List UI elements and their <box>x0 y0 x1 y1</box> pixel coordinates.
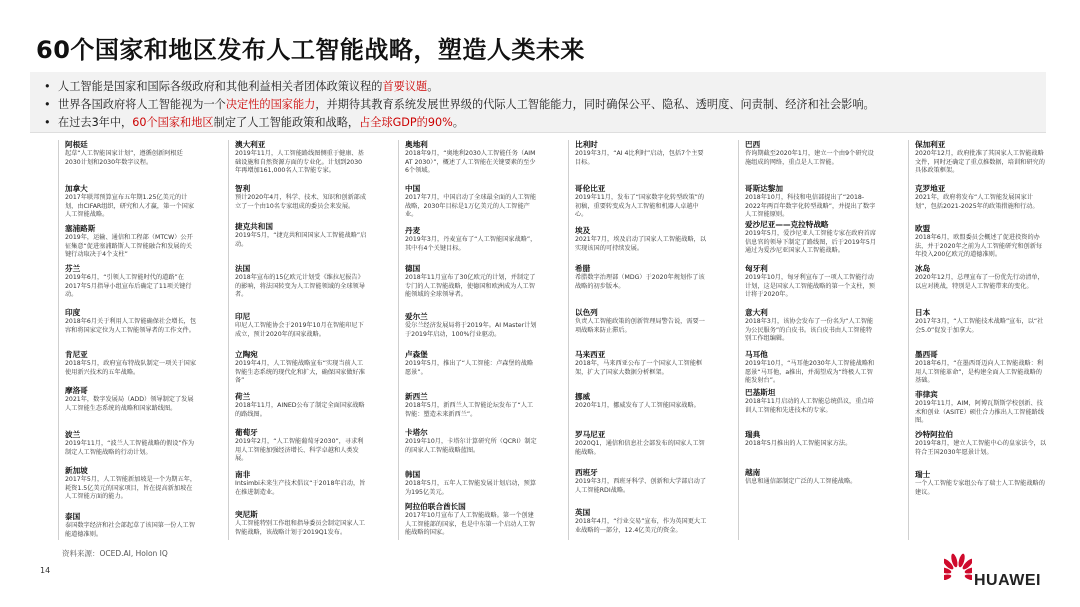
country-name: 墨西哥 <box>915 350 938 359</box>
country-entry <box>575 140 707 167</box>
country-column <box>398 140 539 540</box>
country-name: 欧盟 <box>915 224 931 233</box>
country-strategy-text: 2021年，数字发展局（ADD）领导制定了发展人工智能生态系统的战略和国家路线图。 <box>65 396 194 412</box>
country-name: 沙特阿拉伯 <box>915 430 953 439</box>
bullet-highlight: 60个国家和地区 <box>132 116 214 129</box>
country-strategy-text: 预计2020年4月，科学、技术、知识和创新部成立了一个由10名专家组成的委员会来发展。 <box>235 194 367 210</box>
country-strategy-text: 2019年11月，人工智能路线图侧重于健康、基础设施和自然资源方面的专业化。计划到2030年再增加161,000名人工智能专家。 <box>235 150 364 175</box>
country-name: 保加利亚 <box>915 140 946 149</box>
bullet-highlight: 首要议题 <box>382 80 428 93</box>
country-strategy-text: 爱尔兰经济发展局将于2019年。AI Master计划于2019年启动，100%行业驱动。 <box>405 322 537 338</box>
country-name: 比利时 <box>575 140 598 149</box>
country-entry <box>235 312 367 339</box>
country-entry <box>745 430 877 449</box>
country-entry <box>405 350 537 377</box>
country-entry <box>65 466 197 502</box>
country-name: 爱尔兰 <box>405 312 428 321</box>
country-entry <box>405 312 537 339</box>
country-name: 卢森堡 <box>405 350 428 359</box>
country-entry <box>235 140 367 176</box>
country-strategy-text: 2018年11月，AINED公布了制定全面国家战略的路线图。 <box>235 402 365 418</box>
country-strategy-text: 一个人工智能专家组公布了瑞士人工智能战略的建议。 <box>915 480 1045 496</box>
country-strategy-text: 2017年3月，“人工智能技术战略”宣布，以“社会5.0”促发于加拿大。 <box>915 318 1044 334</box>
country-entry <box>65 512 197 539</box>
country-entry <box>915 470 1047 497</box>
country-name: 爱沙尼亚——克拉特战略 <box>745 220 829 229</box>
country-name: 德国 <box>405 264 421 273</box>
country-entry <box>575 308 707 335</box>
country-entry <box>405 392 537 419</box>
country-strategy-text: 2021年，政府将发布“人工智能发展国家计划”，包括2021-2025年的政策措施和行动。 <box>915 194 1039 210</box>
country-name: 阿根廷 <box>65 140 88 149</box>
country-name: 肯尼亚 <box>65 350 88 359</box>
country-entry <box>575 430 707 457</box>
country-strategy-text: 2018年4月，“行业交易”宣布，作为英国更大工业战略的一部分，12.4亿美元的资金。 <box>575 518 707 534</box>
country-name: 埃及 <box>575 226 591 235</box>
country-strategy-text: 2017年7月，中国启动了全球最全面的人工智能战略，2030年目标是1万亿美元的人工智能产业。 <box>405 194 537 219</box>
country-column <box>738 140 879 540</box>
country-entry <box>915 184 1047 211</box>
country-entry <box>575 350 707 377</box>
country-column <box>58 140 199 540</box>
country-strategy-text: 2019年6月，“引领人工智能时代的道路”在2017年5月指导小组宣布后确定了11项关键行动。 <box>65 274 192 299</box>
country-entry <box>745 220 877 256</box>
country-strategy-text: 人工智能特别工作组和指导委员会制定国家人工智能战略，该战略计划于2019Q1发布。 <box>235 520 365 536</box>
country-column <box>568 140 709 540</box>
country-strategy-text: 2019年2月，“人工智能葡萄牙2030”，寻求利用人工智能加强经济增长、科学卓越和人类发展。 <box>235 438 364 463</box>
country-entry <box>405 502 537 538</box>
country-entry <box>915 264 1047 291</box>
country-strategy-text: 2019年11月，发布了“国家数字化转型政策”的初稿，重要转变成为人工智能和机器人卓越中心。 <box>575 194 705 219</box>
country-strategy-text: 2019年5月，推出了“人工智能：卢森堡的战略愿景”。 <box>405 360 534 376</box>
country-name: 印尼 <box>235 312 251 321</box>
logo-petal <box>964 573 972 580</box>
country-strategy-text: 2019年5月，爱沙尼亚人工智能专家在政府首席信息官的领导下制定了路线图，后于2019年5月通过为爱沙尼亚国家人工智能战略。 <box>745 230 877 255</box>
country-name: 越南 <box>745 468 761 477</box>
country-entry <box>915 390 1047 426</box>
country-name: 芬兰 <box>65 264 81 273</box>
country-entry <box>915 430 1047 457</box>
country-strategy-text: 2020Q1，通信和信息社会部发布的国家人工智能战略。 <box>575 440 705 456</box>
country-name: 哥伦比亚 <box>575 184 606 193</box>
country-strategy-text: 2019年5月，“捷克共和国国家人工智能战略”启动。 <box>235 232 367 248</box>
country-entry <box>235 428 367 464</box>
country-name: 葡萄牙 <box>235 428 258 437</box>
country-strategy-text: 2019年，运输、通信和工程部（MTCW）公开征集意“促进塞浦路斯人工智能融合和发展的关键行动取决于4个支柱” <box>65 234 193 259</box>
country-column <box>228 140 369 540</box>
country-column <box>908 140 1049 540</box>
country-name: 波兰 <box>65 430 81 439</box>
country-strategy-text: 2019年3月，“AI 4比利时”启动，包括7个主要目标。 <box>575 150 704 166</box>
country-entry <box>65 264 197 300</box>
country-name: 新西兰 <box>405 392 428 401</box>
country-strategy-text: 2019年11月，AIM，阿博瓦斯斯学校创新、技术和创业（ASITE）硕仕合力推出人工智能路线图。 <box>915 400 1045 425</box>
country-entry <box>745 388 877 415</box>
country-name: 智利 <box>235 184 251 193</box>
country-name: 突尼斯 <box>235 510 258 519</box>
country-name: 巴基斯坦 <box>745 388 776 397</box>
country-name: 法国 <box>235 264 251 273</box>
bullet-highlight: 占全球GDP的90% <box>359 116 453 129</box>
bullet-text: 世界各国政府将人工智能视为一个 <box>58 98 226 111</box>
country-entry <box>745 140 877 167</box>
country-name: 克罗地亚 <box>915 184 946 193</box>
country-entry <box>405 428 537 455</box>
country-strategy-text: 2018年5月，政府宣布特战队制定一项关于国家使用新兴技术的五年战略。 <box>65 360 197 376</box>
country-strategy-text: 2019年10月，匈牙利宣布了一项人工智能行动计划，这是国家人工智能战略的第一个支柱，预计将于2020年。 <box>745 274 875 299</box>
country-entry <box>65 308 197 335</box>
country-strategy-text: 2018年9月，“奥地利2030人工智能任务（AIM AT 2030）”，概述了人工智能在关键要素的至少6个领域。 <box>405 150 536 175</box>
country-name: 卡塔尔 <box>405 428 428 437</box>
country-strategy-text: 2018年10月，科技和电信部提出了“2018-2022年两百年数字化转型战略”，并提出了数字人工智能原则。 <box>745 194 876 219</box>
country-name: 菲律宾 <box>915 390 938 399</box>
bullet-text: 。 <box>427 80 439 93</box>
country-name: 挪威 <box>575 392 591 401</box>
country-name: 瑞士 <box>915 470 931 479</box>
country-entry <box>235 264 367 300</box>
country-entry <box>235 222 367 249</box>
country-strategy-text: 咨询期截至2020年1月，建立一个由9个研究设施组成的网络，重点是人工智能。 <box>745 150 874 166</box>
country-name: 日本 <box>915 308 931 317</box>
country-name: 罗马尼亚 <box>575 430 606 439</box>
bullet-dot: • <box>44 80 51 93</box>
bullet-text: 。 <box>452 116 464 129</box>
bullet-highlight: 决定性的国家能力 <box>225 98 316 111</box>
country-name: 马来西亚 <box>575 350 606 359</box>
bullet-3 <box>44 114 464 130</box>
country-strategy-text: 2018年6月，欧盟委员会概述了促进投资的办法，并于2020年之前为人工智能研究和创新每年投入200亿欧元的道德准则。 <box>915 234 1043 259</box>
country-entry <box>235 184 367 211</box>
country-strategy-text: 2018年5月推出的人工智能国家方法。 <box>745 440 852 447</box>
country-strategy-text: 泰国数字经济和社会部起草了该国第一份人工智能道德准则。 <box>65 522 195 538</box>
country-strategy-text: 2019年3月，西班牙科学、创新和大学部启动了人工智能RDI战略。 <box>575 478 707 494</box>
country-strategy-text: 2019年10月，卡塔尔计算研究所（QCRI）制定的国家人工智能战略蓝图。 <box>405 438 537 454</box>
country-name: 希腊 <box>575 264 591 273</box>
country-strategy-text: 2019年4月，人工智能战略宣布“实现当前人工智能生态系统的现代化和扩大，确保国家做好准备” <box>235 360 365 385</box>
bullet-dot: • <box>44 98 51 111</box>
country-strategy-text: 2018年，马来西亚公布了一个国家人工智能框架，扩大了国家大数据分析框架。 <box>575 360 703 376</box>
country-strategy-text: 2018年5月，新西兰人工智能论坛发布了“人工智能：塑造未来新西兰”。 <box>405 402 534 418</box>
country-name: 哥斯达黎加 <box>745 184 783 193</box>
country-strategy-text: 2019年11月，“波兰人工智能战略的假设”作为制定人工智能战略的行动计划。 <box>65 440 195 456</box>
country-entry <box>405 184 537 220</box>
country-name: 摩洛哥 <box>65 386 88 395</box>
country-strategy-grid <box>58 140 1048 540</box>
logo-text: HUAWEI <box>974 572 1041 589</box>
country-strategy-text: 2019年10月，“马耳他2030年人工智能战略和愿景“马耳他，a推出，并渴望成为“终极人工智能发射台”。 <box>745 360 875 385</box>
country-name: 冰岛 <box>915 264 931 273</box>
country-entry <box>405 470 537 497</box>
country-strategy-text: Intsimbi未来生产技术倡议“于2018年启动，旨在推进制造业。 <box>235 480 366 496</box>
country-entry <box>915 224 1047 260</box>
country-name: 捷克共和国 <box>235 222 273 231</box>
country-entry <box>745 468 877 487</box>
country-entry <box>575 264 707 291</box>
country-entry <box>405 140 537 176</box>
country-strategy-text: 2018年11月宣布了30亿欧元的计划，并制定了专门的人工智能战略，使德国和欧洲成为人工智能领域的全球领导者。 <box>405 274 536 299</box>
country-name: 意大利 <box>745 308 768 317</box>
country-entry <box>915 350 1047 386</box>
country-strategy-text: 2020年12月，政府批准了其国家人工智能战略文件，同时还确定了重点推数据，培训和研究的具体政策框架。 <box>915 150 1045 175</box>
country-entry <box>575 392 707 411</box>
country-entry <box>915 140 1047 176</box>
country-strategy-text: 信息和通信部制定广泛的人工智能战略。 <box>745 478 857 485</box>
country-name: 荷兰 <box>235 392 251 401</box>
page-title: 60个国家和地区发布人工智能战略，塑造人类未来 <box>36 36 585 64</box>
country-strategy-text: 2019年3月，丹麦宣布了“人工智能国家战略”，其中有4个关键目标。 <box>405 236 537 252</box>
huawei-logo <box>944 552 1054 592</box>
country-entry <box>745 184 877 220</box>
country-entry <box>65 224 197 260</box>
country-entry <box>235 392 367 419</box>
country-entry <box>575 508 707 535</box>
country-strategy-text: 印尼人工智能协会于2019年10月在智能印尼下成立，预计2020年的国家战略。 <box>235 322 364 338</box>
logo-petal <box>944 573 952 580</box>
country-strategy-text: 2018年宣布的15亿欧元计划受《维拉尼报告》的影响，将法国转变为人工智能领域的全球领导者。 <box>235 274 365 299</box>
country-name: 韩国 <box>405 470 421 479</box>
country-entry <box>575 468 707 495</box>
country-entry <box>745 350 877 386</box>
country-strategy-text: 2020年1月，挪威发布了人工智能国家战略。 <box>575 402 700 409</box>
country-name: 中国 <box>405 184 421 193</box>
country-strategy-text: 2019年8月，建立人工智能中心的皇家法令，以符合王国2030年愿景计划。 <box>915 440 1047 456</box>
bullet-1 <box>44 78 438 94</box>
summary-bullets <box>30 72 1046 133</box>
country-name: 巴西 <box>745 140 761 149</box>
country-name: 泰国 <box>65 512 81 521</box>
country-strategy-text: 2018年11月启动的人工智能总统倡议，重点培训人工智能和先进技术的专家。 <box>745 398 874 414</box>
country-strategy-text: 2017年联邦预算宣布五年期1.25亿美元的计划，由CIFAR组织，研究和人才赢，第一个国家人工智能战略。 <box>65 194 195 219</box>
country-name: 瑞典 <box>745 430 761 439</box>
country-name: 西班牙 <box>575 468 598 477</box>
country-name: 南非 <box>235 470 251 479</box>
country-name: 英国 <box>575 508 591 517</box>
country-strategy-text: 2020年12月，总理宣布了一份优先行动清单，以应对挑战，特别是人工智能带来的变化。 <box>915 274 1044 290</box>
country-name: 丹麦 <box>405 226 421 235</box>
country-entry <box>405 264 537 300</box>
country-entry <box>915 308 1047 335</box>
country-strategy-text: 2018年6月，“在墨西哥迈向人工智能战略：利用人工智能革命”，是构建全面人工智能战略的基础。 <box>915 360 1044 385</box>
page-number: 14 <box>40 566 51 575</box>
country-strategy-text: 2018年3月，该协会发布了一份名为“人工智能为公民服务”的白皮书。该白皮书由人工智能特别工作组编辑。 <box>745 318 874 343</box>
country-name: 奥地利 <box>405 140 428 149</box>
bullet-2 <box>44 96 875 112</box>
country-strategy-text: 起草“人工智能国家计划”，遵循创新阿根廷2030计划和2030年数字议程。 <box>65 150 183 166</box>
source-note: 资料来源：OCED.AI, Holon IQ <box>62 549 168 558</box>
country-entry <box>745 308 877 344</box>
country-entry <box>65 140 197 167</box>
country-entry <box>745 264 877 300</box>
country-strategy-text: 2017年10月宣布了人工智能战略。第一个创建人工智能部的国家，也是中东第一个启动人工智能战略的国家。 <box>405 512 535 537</box>
country-strategy-text: 希腊数字治理部（MDG）于2020年规划作了该战略的初步版本。 <box>575 274 705 290</box>
country-entry <box>575 184 707 220</box>
bullet-dot: • <box>44 116 51 129</box>
country-strategy-text: 2018年5月，五年人工智能发展计划启动，预算为195亿美元。 <box>405 480 537 496</box>
bullet-text: 人工智能是国家和国际各级政府和其他利益相关者团体政策议程的 <box>58 80 383 93</box>
country-name: 以色列 <box>575 308 598 317</box>
country-name: 塞浦路斯 <box>65 224 96 233</box>
country-entry <box>235 470 367 497</box>
country-entry <box>575 226 707 253</box>
country-name: 立陶宛 <box>235 350 258 359</box>
country-strategy-text: 2021年7月，埃及启动了国家人工智能战略，以实现该国的可持续发展。 <box>575 236 707 252</box>
country-strategy-text: 负责人工智能政策的创新管理局警告说，需要一项战略来防止滞后。 <box>575 318 705 334</box>
country-entry <box>65 430 197 457</box>
country-strategy-text: 2017年5月，人工智能新加坡是一个为期五年，耗资1.5亿美元的国家项目，旨在提高新加坡在人工智能方面的能力。 <box>65 476 197 501</box>
country-name: 印度 <box>65 308 81 317</box>
country-name: 澳大利亚 <box>235 140 266 149</box>
country-name: 加拿大 <box>65 184 88 193</box>
country-entry <box>65 350 197 377</box>
bullet-text: 在过去3年中， <box>58 116 133 129</box>
country-name: 新加坡 <box>65 466 88 475</box>
country-name: 马耳他 <box>745 350 768 359</box>
country-entry <box>65 386 197 413</box>
huawei-petal-icon <box>944 552 972 580</box>
bullet-text: ，并期待其教育系统发展世界级的代际人工智能能力，同时确保公平、隐私、透明度、问责制、经济和社会影响。 <box>315 98 875 111</box>
country-entry <box>405 226 537 253</box>
country-strategy-text: 2018年6月关于利用人工智能确保社会增长，包容和将国家定位为人工智能领导者的工作文件。 <box>65 318 197 334</box>
country-entry <box>235 510 367 537</box>
country-entry <box>65 184 197 220</box>
country-name: 阿拉伯联合酋长国 <box>405 502 466 511</box>
country-entry <box>235 350 367 386</box>
country-name: 匈牙利 <box>745 264 768 273</box>
bullet-text: 制定了人工智能政策和战略， <box>213 116 360 129</box>
